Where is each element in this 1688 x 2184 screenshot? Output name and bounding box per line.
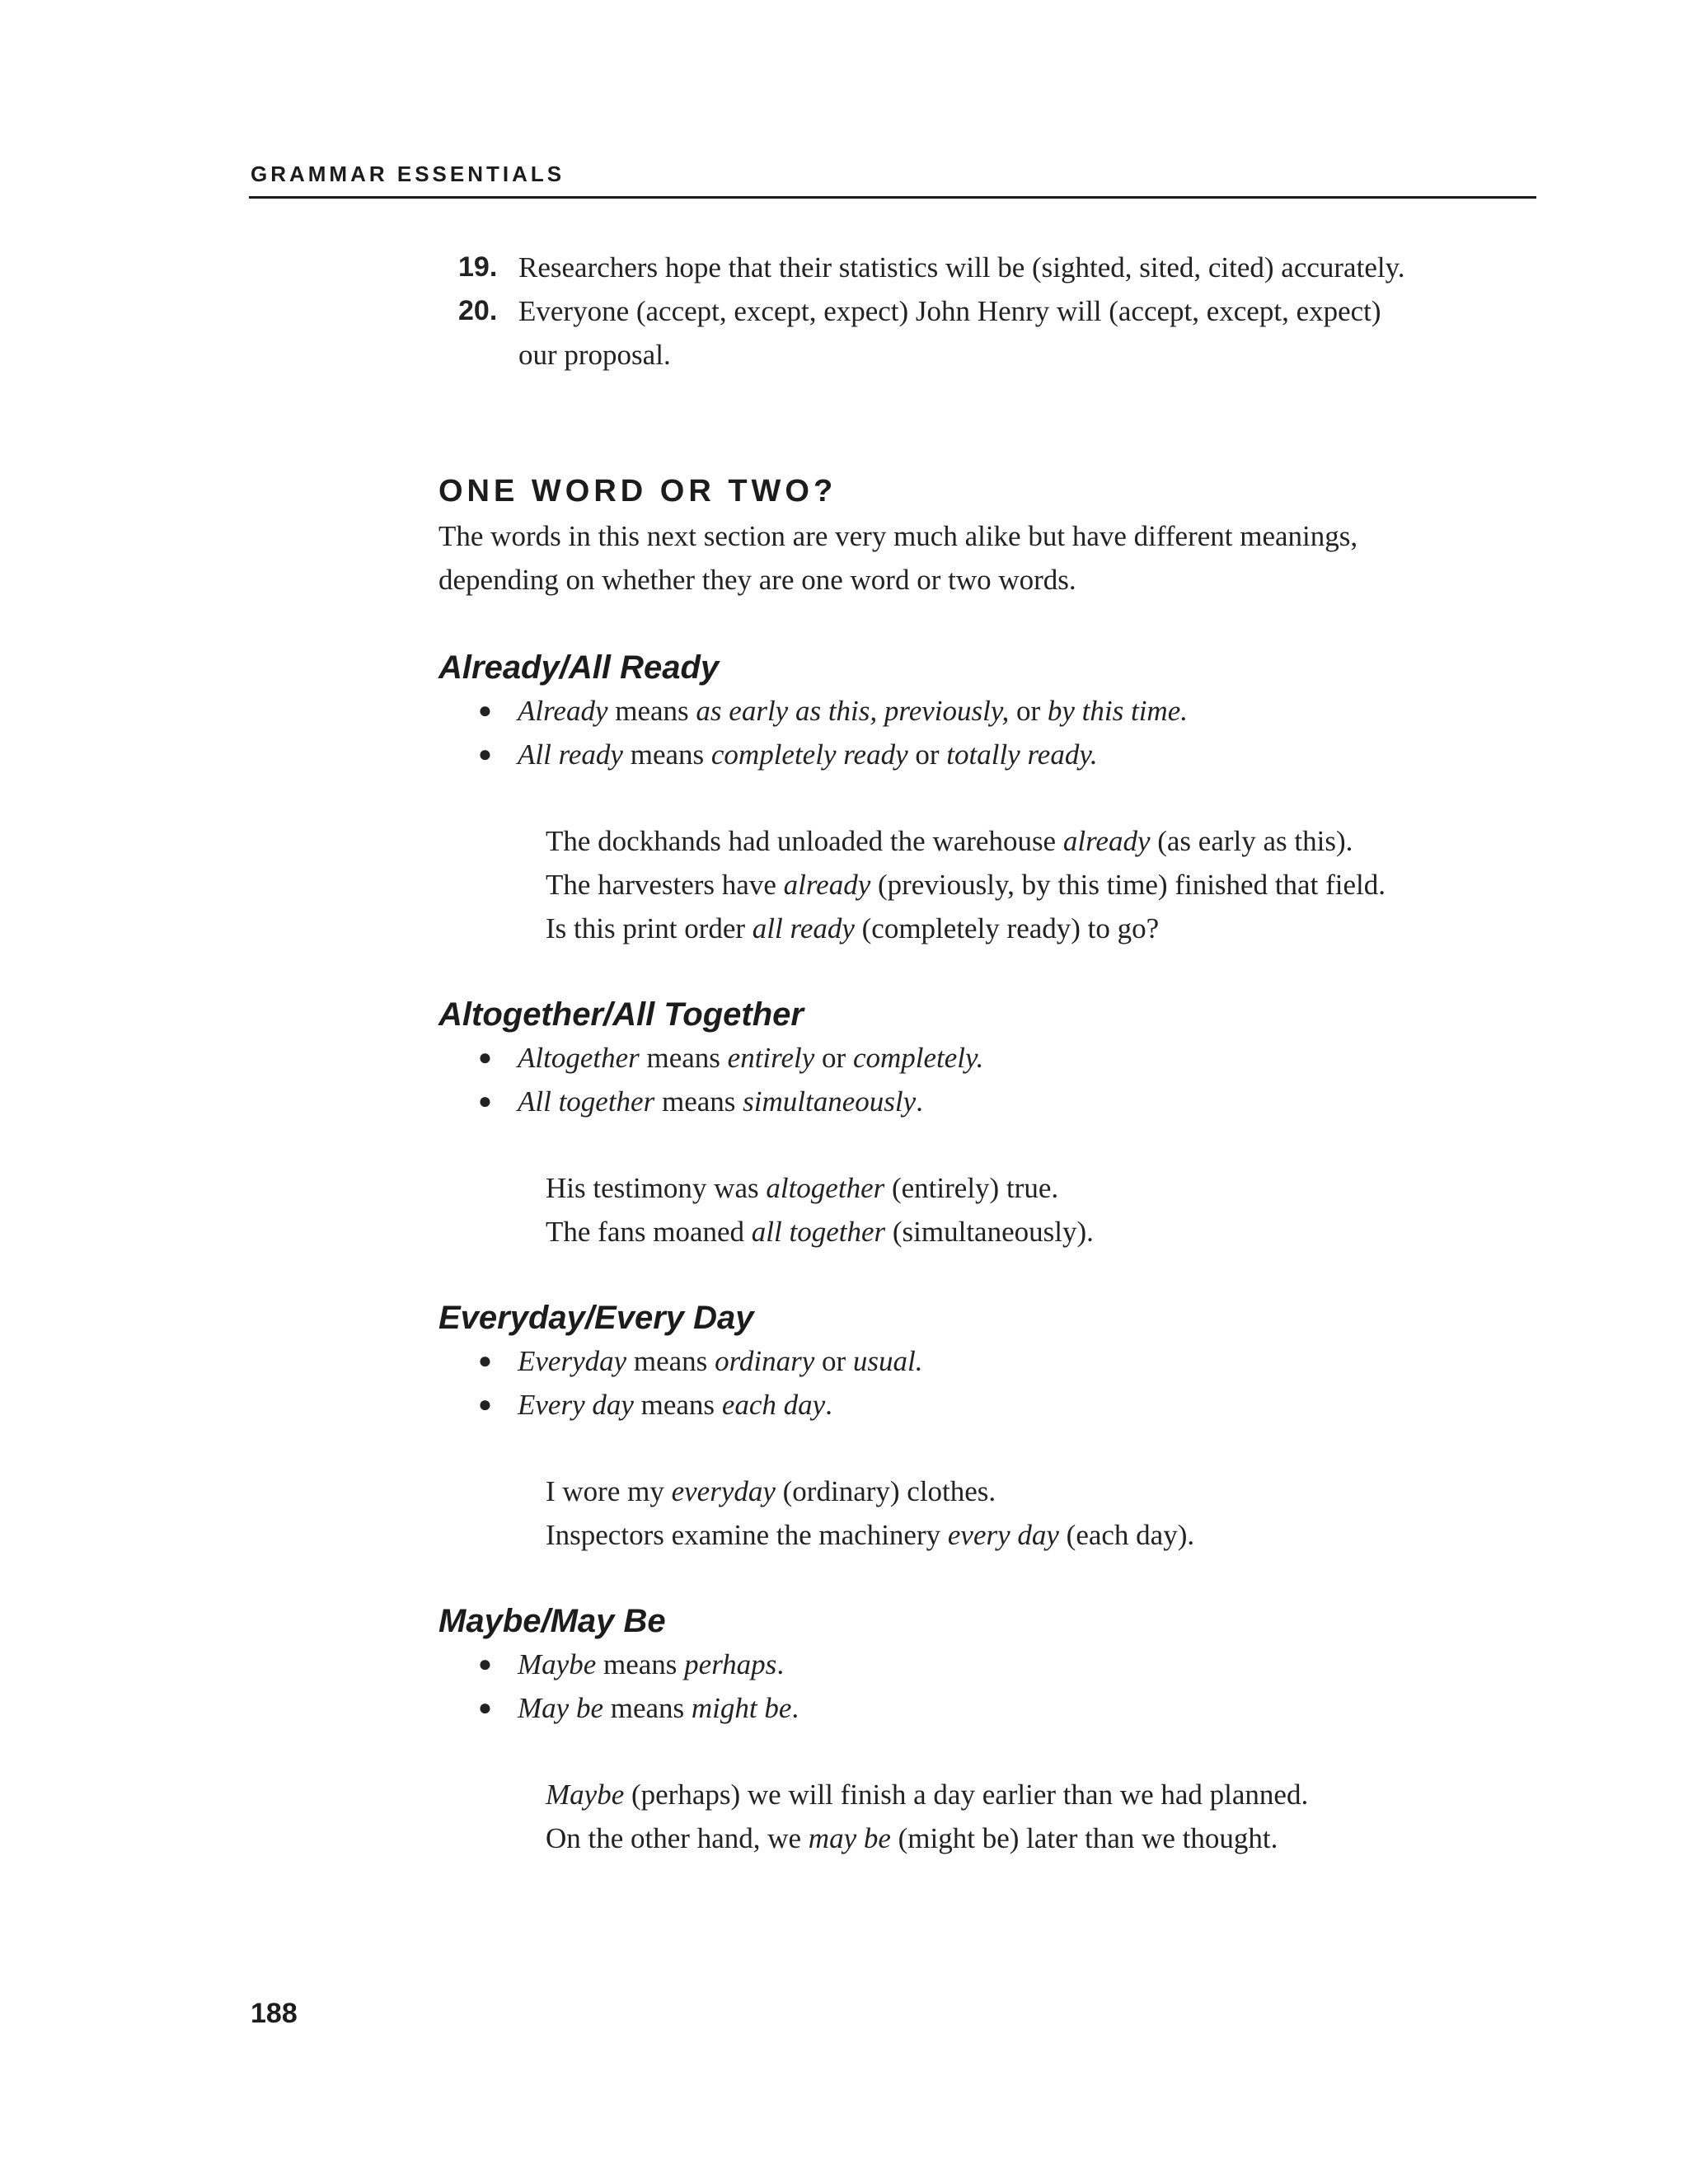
bullet-icon: ● bbox=[478, 1695, 492, 1721]
exercise-text: Researchers hope that their statistics will be (sighted, sited, cited) accurately. bbox=[518, 251, 1405, 284]
example-sentence bbox=[546, 907, 1411, 950]
italic-term: might be bbox=[691, 1692, 792, 1724]
exercise-number: 19. bbox=[458, 251, 498, 283]
text-run: means bbox=[622, 738, 711, 771]
text-run: (entirely) true. bbox=[884, 1172, 1059, 1204]
text-run: On the other hand, we bbox=[546, 1822, 809, 1854]
text-run: or bbox=[814, 1042, 853, 1074]
bullet-icon: ● bbox=[478, 1045, 492, 1071]
italic-term: Maybe bbox=[518, 1648, 597, 1680]
text-run: (simultaneously). bbox=[885, 1216, 1094, 1248]
definition-text bbox=[518, 1686, 799, 1730]
example-block bbox=[438, 819, 1411, 950]
example-block bbox=[438, 1469, 1411, 1557]
italic-term: All together bbox=[518, 1085, 655, 1118]
example-sentence bbox=[546, 1773, 1411, 1816]
definition-item bbox=[438, 1080, 1411, 1123]
subsection-title: Maybe/May Be bbox=[438, 1603, 666, 1639]
definition-list bbox=[438, 1643, 1411, 1730]
definition-text bbox=[518, 689, 1188, 733]
bullet-icon: ● bbox=[478, 1089, 492, 1114]
text-run: (completely ready) to go? bbox=[854, 912, 1160, 944]
definition-item bbox=[438, 1383, 1411, 1427]
text-run: means bbox=[626, 1345, 715, 1377]
italic-term: Everyday bbox=[518, 1345, 627, 1377]
definition-text bbox=[518, 1643, 784, 1686]
definition-text bbox=[518, 1383, 832, 1427]
italic-term: entirely bbox=[727, 1042, 815, 1074]
exercise-item bbox=[438, 289, 1411, 377]
text-run: means bbox=[596, 1648, 685, 1680]
text-run: means bbox=[639, 1042, 728, 1074]
example-block bbox=[438, 1166, 1411, 1254]
bullet-icon: ● bbox=[478, 698, 492, 724]
text-run: means bbox=[654, 1085, 743, 1118]
text-run: . bbox=[791, 1692, 799, 1724]
text-run: Inspectors examine the machinery bbox=[546, 1519, 948, 1551]
definition-list bbox=[438, 1036, 1411, 1123]
italic-term: ordinary bbox=[715, 1345, 815, 1377]
italic-term: may be bbox=[808, 1822, 891, 1854]
italic-term: already bbox=[783, 869, 871, 901]
italic-term: usual. bbox=[852, 1345, 923, 1377]
example-sentence bbox=[546, 1469, 1411, 1513]
section-title: ONE WORD OR TWO? bbox=[438, 474, 837, 509]
text-run: . bbox=[825, 1389, 832, 1421]
italic-term: as early as this, previously, bbox=[696, 695, 1010, 727]
definition-text bbox=[518, 1036, 983, 1080]
text-run: (as early as this). bbox=[1150, 825, 1353, 857]
example-sentence bbox=[546, 819, 1411, 863]
exercise-text: Everyone (accept, except, expect) John Henry will (accept, except, expect) our proposal. bbox=[518, 295, 1381, 371]
italic-term: by this time. bbox=[1047, 695, 1188, 727]
page-content bbox=[438, 246, 1411, 1860]
italic-term: Maybe bbox=[546, 1779, 625, 1811]
bullet-icon: ● bbox=[478, 1652, 492, 1677]
italic-term: Every day bbox=[518, 1389, 634, 1421]
example-block bbox=[438, 1773, 1411, 1860]
italic-term: totally ready. bbox=[946, 738, 1098, 771]
text-run: The dockhands had unloaded the warehouse bbox=[546, 825, 1063, 857]
bullet-icon: ● bbox=[478, 1348, 492, 1374]
italic-term: altogether bbox=[766, 1172, 885, 1204]
text-run: (might be) later than we thought. bbox=[890, 1822, 1278, 1854]
definition-item bbox=[438, 733, 1411, 776]
example-sentence bbox=[546, 1166, 1411, 1210]
text-run: . bbox=[916, 1085, 923, 1118]
text-run: (ordinary) clothes. bbox=[775, 1475, 996, 1507]
italic-term: Already bbox=[518, 695, 608, 727]
italic-term: All ready bbox=[518, 738, 623, 771]
text-run: The fans moaned bbox=[546, 1216, 752, 1248]
text-run: The harvesters have bbox=[546, 869, 784, 901]
example-sentence bbox=[546, 1210, 1411, 1254]
subsection-title: Already/All Ready bbox=[438, 649, 720, 686]
definition-text bbox=[518, 733, 1098, 776]
text-run: Is this print order bbox=[546, 912, 753, 944]
definition-item bbox=[438, 1339, 1411, 1383]
example-sentence bbox=[546, 1513, 1411, 1557]
subsection-title: Everyday/Every Day bbox=[438, 1300, 754, 1336]
definition-list bbox=[438, 1339, 1411, 1427]
exercise-number: 20. bbox=[458, 295, 498, 326]
text-run: (perhaps) we will finish a day earlier than we had planned. bbox=[624, 1779, 1309, 1811]
definition-text bbox=[518, 1080, 923, 1123]
definition-list bbox=[438, 689, 1411, 776]
italic-term: all ready bbox=[752, 912, 855, 944]
exercise-item bbox=[438, 246, 1411, 289]
text-run: I wore my bbox=[546, 1475, 672, 1507]
text-run: means bbox=[603, 1692, 692, 1724]
italic-term: all together bbox=[751, 1216, 886, 1248]
bullet-icon: ● bbox=[478, 1392, 492, 1418]
section-intro: The words in this next section are very much alike but have different meanings, depending on whether they are one word or two words. bbox=[438, 520, 1358, 596]
definition-item bbox=[438, 689, 1411, 733]
text-run: His testimony was bbox=[546, 1172, 767, 1204]
text-run: (previously, by this time) finished that field. bbox=[870, 869, 1386, 901]
italic-term: already bbox=[1062, 825, 1151, 857]
text-run: means bbox=[633, 1389, 722, 1421]
definition-item bbox=[438, 1036, 1411, 1080]
example-sentence bbox=[546, 863, 1411, 907]
text-run: means bbox=[607, 695, 696, 727]
exercise-list bbox=[438, 246, 1411, 377]
page-number: 188 bbox=[251, 1998, 298, 2029]
italic-term: May be bbox=[518, 1692, 603, 1724]
text-run: or bbox=[907, 738, 947, 771]
italic-term: each day bbox=[721, 1389, 826, 1421]
italic-term: completely. bbox=[852, 1042, 984, 1074]
italic-term: perhaps bbox=[684, 1648, 777, 1680]
italic-term: simultaneously bbox=[743, 1085, 917, 1118]
subsections bbox=[438, 646, 1411, 1860]
running-head: GRAMMAR ESSENTIALS bbox=[251, 162, 565, 186]
italic-term: completely ready bbox=[710, 738, 908, 771]
definition-item bbox=[438, 1643, 1411, 1686]
example-sentence bbox=[546, 1816, 1411, 1860]
text-run: . bbox=[776, 1648, 785, 1680]
italic-term: Altogether bbox=[518, 1042, 640, 1074]
text-run: (each day). bbox=[1058, 1519, 1195, 1551]
italic-term: every day bbox=[947, 1519, 1059, 1551]
italic-term: everyday bbox=[671, 1475, 776, 1507]
definition-text bbox=[518, 1339, 923, 1383]
subsection-title: Altogether/All Together bbox=[438, 996, 804, 1033]
text-run: or bbox=[1009, 695, 1048, 727]
text-run: or bbox=[814, 1345, 853, 1377]
bullet-icon: ● bbox=[478, 742, 492, 767]
header-rule bbox=[249, 196, 1536, 199]
definition-item bbox=[438, 1686, 1411, 1730]
